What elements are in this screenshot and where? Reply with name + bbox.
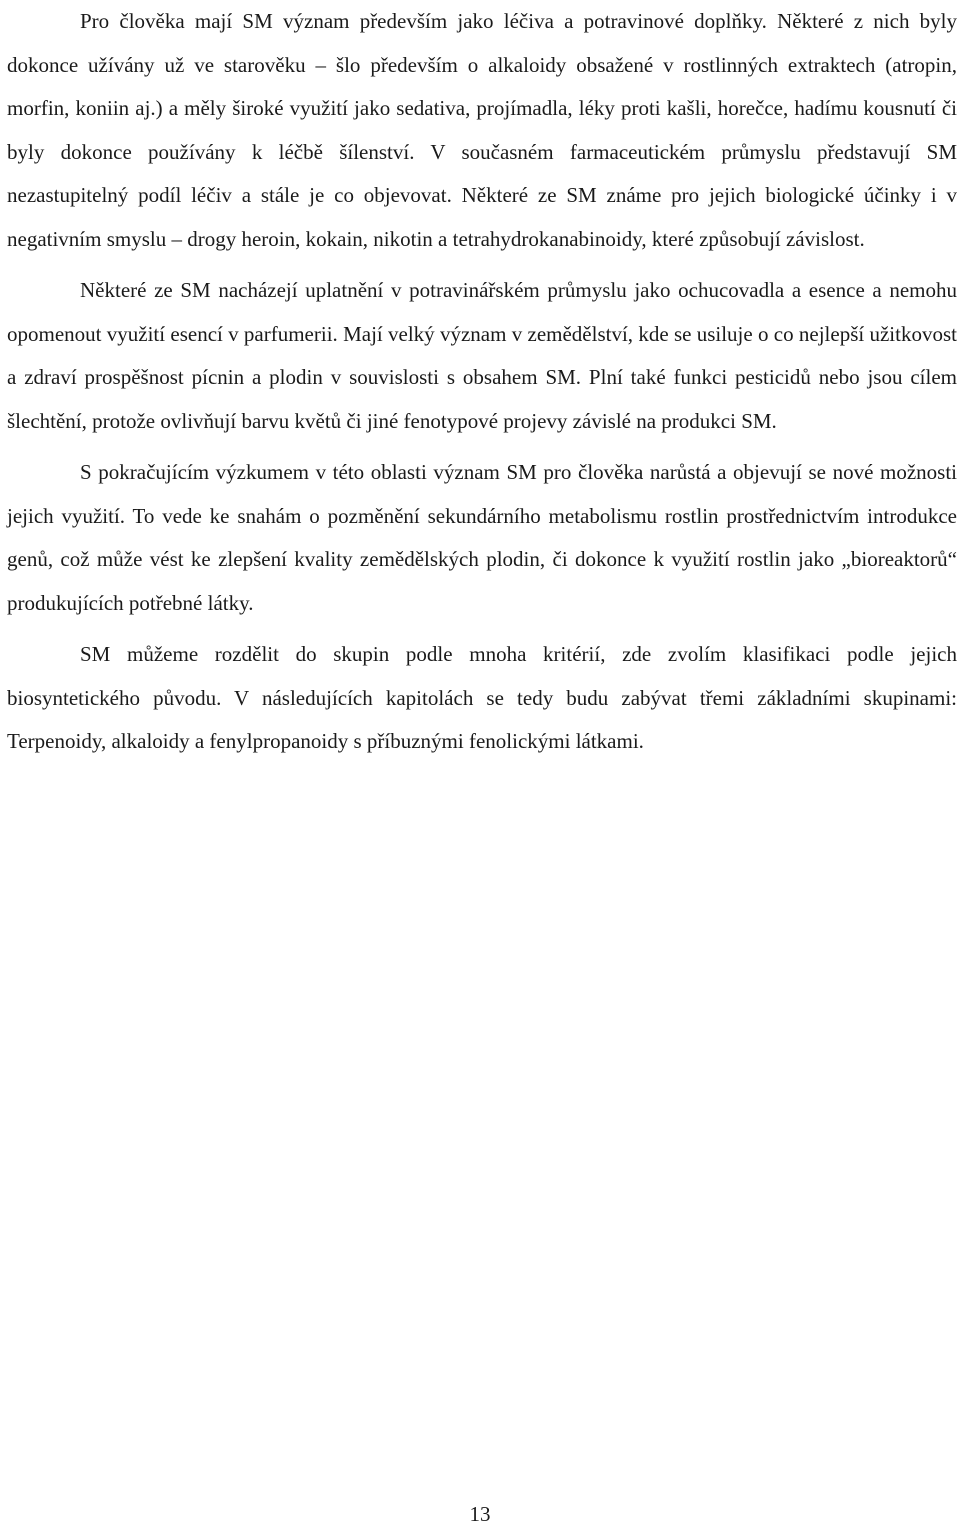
- page-number: 13: [469, 1502, 491, 1526]
- paragraph-uses-medicine: Pro člověka mají SM význam především jako léčiva a potravinové doplňky. Některé z nich byly dokonce užívány už ve starověku – šlo především o alkaloidy obsažené v rostlinných extraktech (atropin, morfin, koniin aj.) a měly široké využití jako sedativa, projímadla, léky proti kašli, horečce, hadímu kousnutí či byly dokonce používány k léčbě šílenství. V současném farmaceutickém průmyslu představují SM nezastupitelný podíl léčiv a stále je co objevovat. Některé ze SM známe pro jejich biologické účinky i v negativním smyslu – drogy heroin, kokain, nikotin a tetrahydrokanabinoidy, které způsobují závislost.: [7, 9, 957, 251]
- paragraph-uses-food-agriculture: Některé ze SM nacházejí uplatnění v potravinářském průmyslu jako ochucovadla a esence a nemohu opomenout využití esencí v parfumerii. Mají velký význam v zemědělství, kde se usiluje o co nejlepší užitkovost a zdraví prospěšnost pícnin a plodin v souvislosti s obsahem SM. Plní také funkci pesticidů nebo jsou cílem šlechtění, protože ovlivňují barvu květů či jiné fenotypové projevy závislé na produkci SM.: [7, 278, 957, 433]
- paragraph-research-outlook: S pokračujícím výzkumem v této oblasti význam SM pro člověka narůstá a objevují se nové možnosti jejich využití. To vede ke snahám o pozměnění sekundárního metabolismu rostlin prostřednictvím introdukce genů, což může vést ke zlepšení kvality zemědělských plodin, či dokonce k využití rostlin jako „bioreaktorů“ produkujících potřebné látky.: [7, 460, 957, 615]
- document-page: [7, 0, 957, 764]
- paragraph-classification: SM můžeme rozdělit do skupin podle mnoha kritérií, zde zvolím klasifikaci podle jejich biosyntetického původu. V následujících kapitolách se tedy budu zabývat třemi základními skupinami: Terpenoidy, alkaloidy a fenylpropanoidy s příbuznými fenolickými látkami.: [7, 642, 957, 753]
